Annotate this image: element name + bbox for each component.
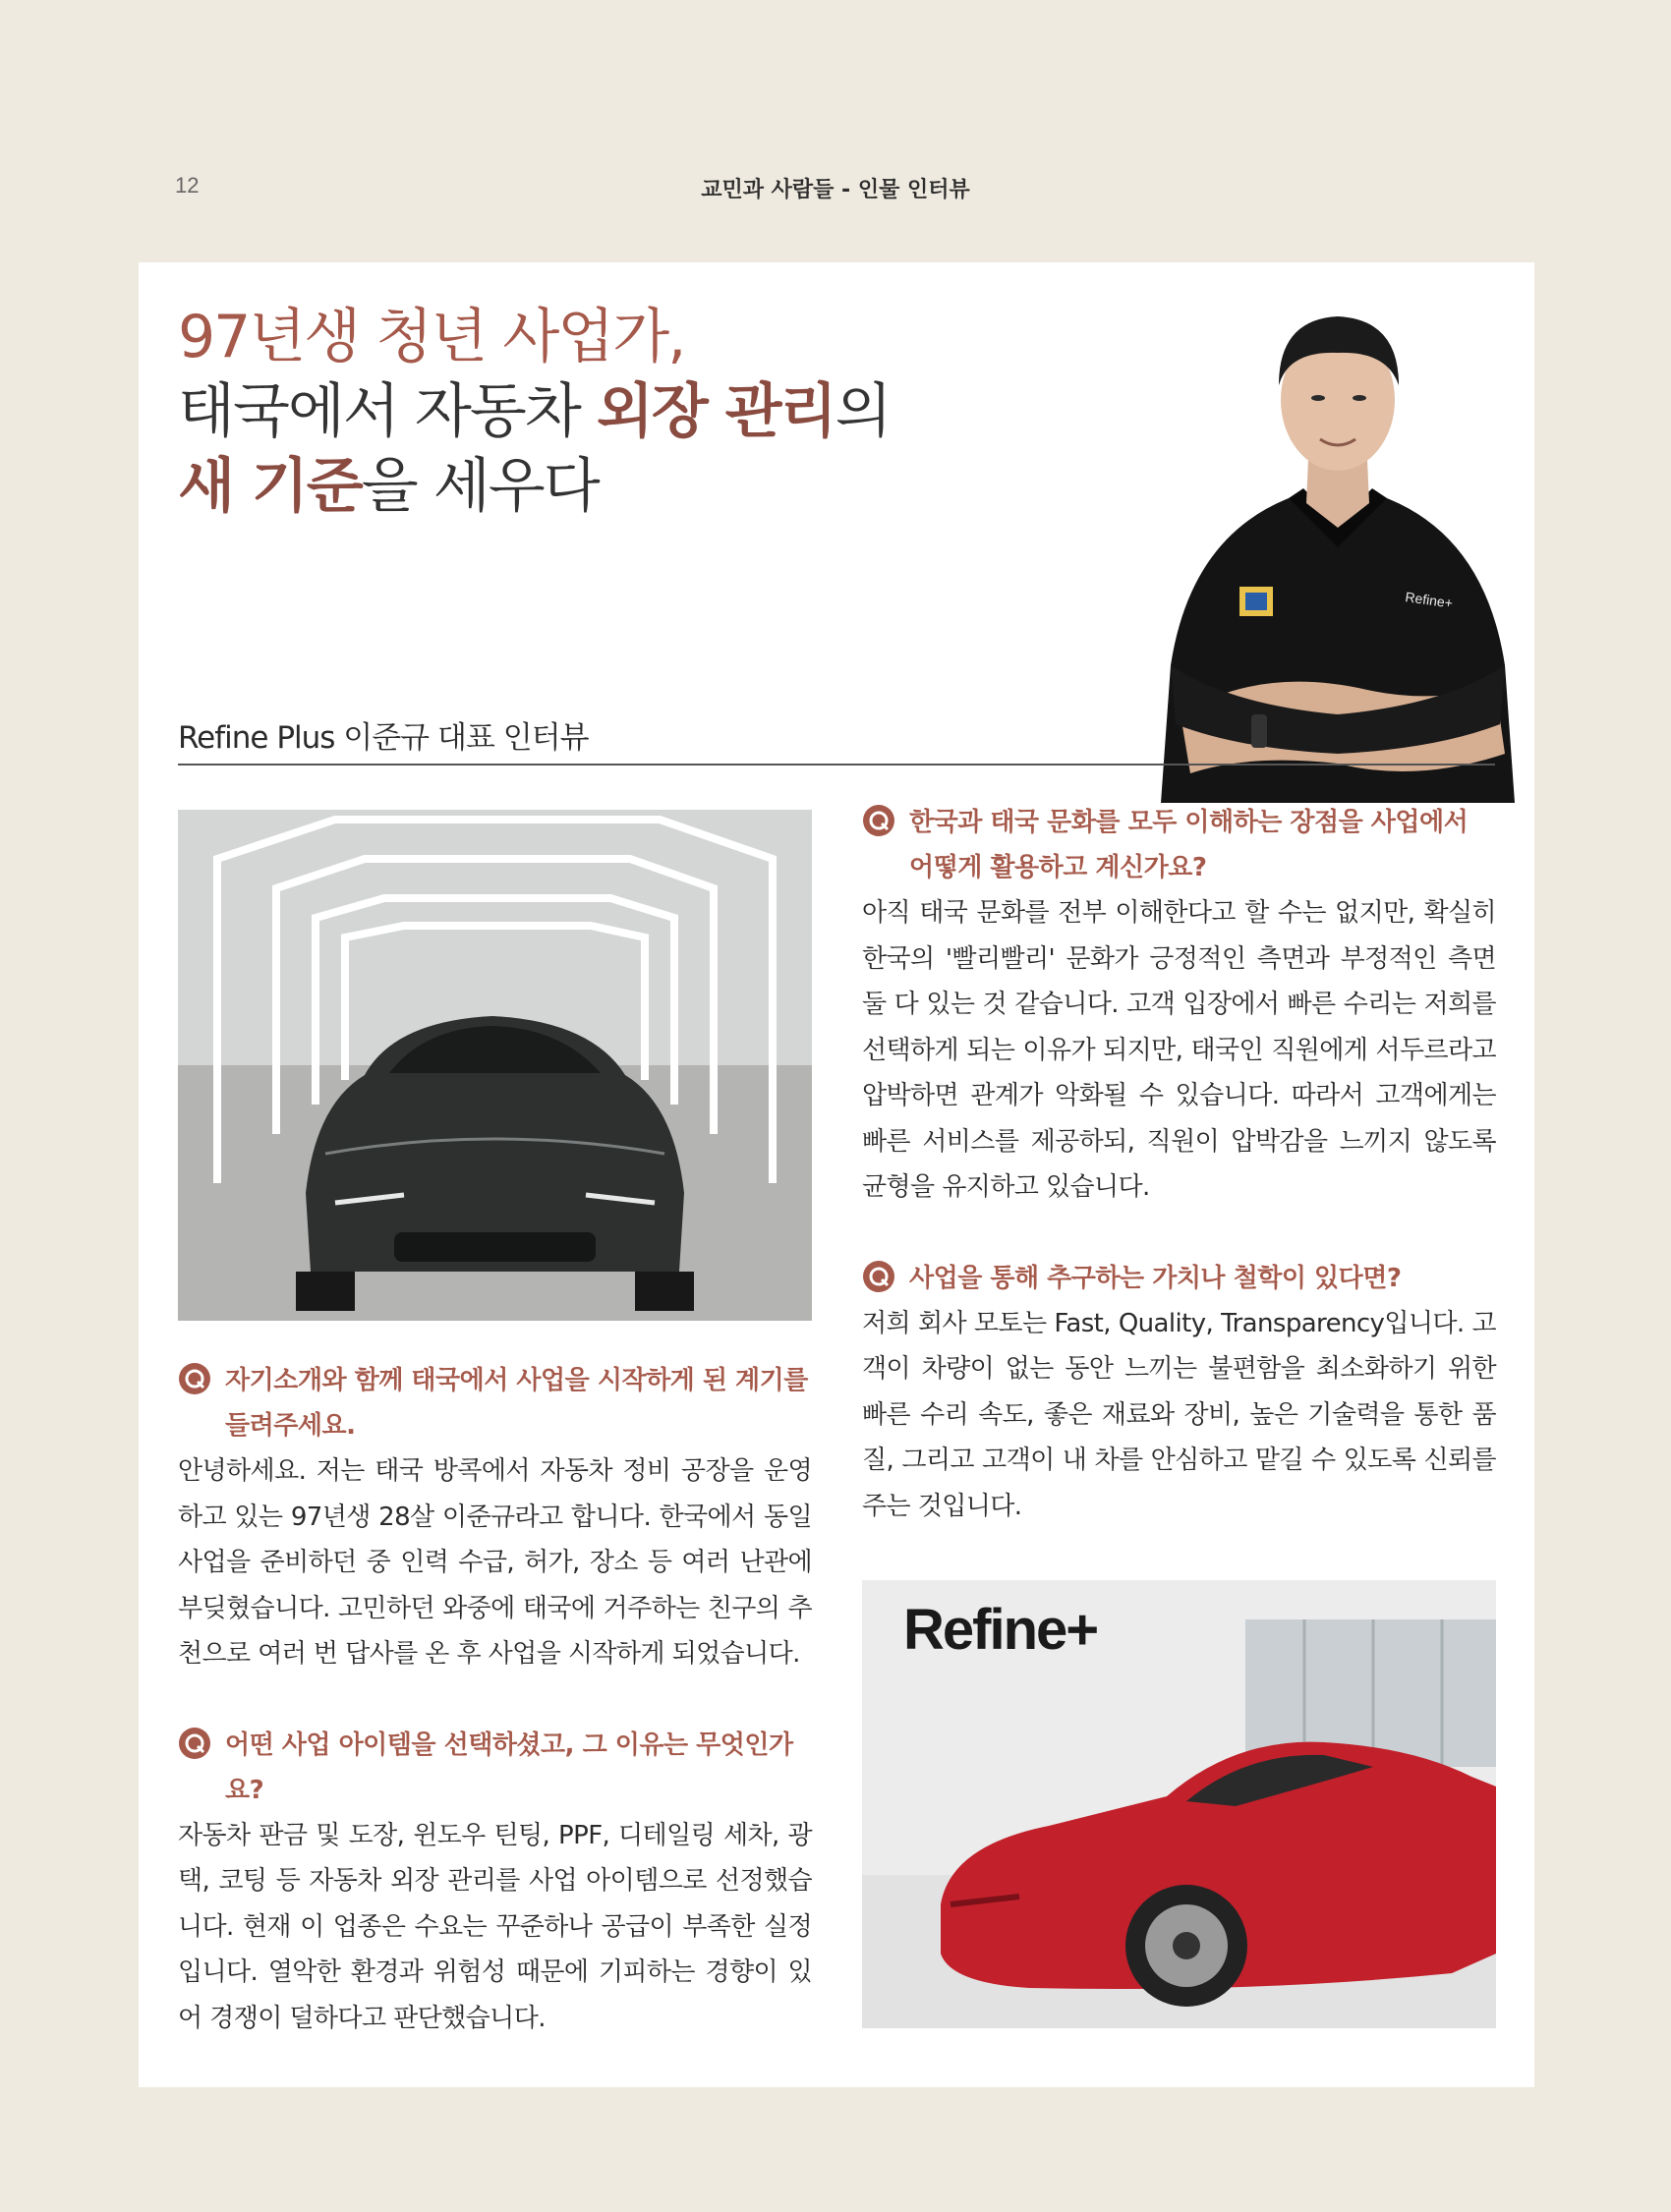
headline-emphasis: 새 기준	[178, 452, 362, 521]
answer-text: 아직 태국 문화를 전부 이해한다고 할 수는 없지만, 확실히 한국의 '빨리빨리' 문화가 긍정적인 측면과 부정적인 측면 둘 다 있는 것 같습니다. 고객 입장에서 빠른 수리는 저희를 선택하게 되는 이유가 되지만, 태국인 직원에게 서두르라고 압박하면 관계가 악화될 수 있습니다. 따라서 고객에게는 빠른 서비스를 제공하되, 직원이 압박감을 느끼지 않도록 균형을 유지하고 있습니다.	[862, 898, 1496, 1202]
answer-text: 안녕하세요. 저는 태국 방콕에서 자동차 정비 공장을 운영하고 있는 97년생 28살 이준규라고 합니다. 한국에서 동일 사업을 준비하던 중 인력 수급, 허가, 장소 등 여러 난관에 부딪혔습니다. 고민하던 와중에 태국에 거주하는 친구의 추천으로 여러 번 답사를 온 후 사업을 시작하게 되었습니다.	[178, 1456, 812, 1669]
q-badge-icon	[178, 1362, 211, 1395]
headline-text: 을 세우다	[361, 452, 599, 521]
headline-emphasis: 외장 관리	[596, 377, 836, 446]
question-text: 어떤 사업 아이템을 선택하셨고, 그 이유는 무엇인가요?	[225, 1730, 793, 1805]
question-row	[178, 1358, 812, 1448]
left-column	[178, 810, 812, 2041]
headline	[178, 300, 891, 524]
subtitle-divider	[178, 764, 1495, 766]
red-car-shop-photo	[862, 1580, 1496, 2028]
car-showroom-photo	[178, 810, 812, 1321]
shirt-logo-text: Refine+	[1404, 589, 1454, 611]
question-text: 사업을 통해 추구하는 가치나 철학이 있다면?	[909, 1263, 1402, 1293]
headline-line-1: 97년생 청년 사업가,	[178, 303, 685, 371]
headline-line-3	[178, 449, 891, 524]
q-badge-icon	[862, 804, 895, 837]
page-number: 12	[175, 173, 200, 198]
article-card	[139, 262, 1534, 2087]
right-column	[862, 800, 1496, 2028]
answer-text: 저희 회사 모토는 Fast, Quality, Transparency입니다. 고객이 차량이 없는 동안 느끼는 불편함을 최소화하기 위한 빠른 수리 속도, 좋은 재료와 장비, 높은 기술력을 통한 품질, 그리고 고객이 내 차를 안심하고 맡길 수 있도록 신뢰를 주는 것입니다.	[862, 1308, 1496, 1521]
answer-text: 자동차 판금 및 도장, 윈도우 틴팅, PPF, 디테일링 세차, 광택, 코팅 등 자동차 외장 관리를 사업 아이템으로 선정했습니다. 현재 이 업종은 수요는 꾸준하나 공급이 부족한 실정입니다. 열악한 환경과 위험성 때문에 기피하는 경향이 있어 경쟁이 덜하다고 판단했습니다.	[178, 1820, 812, 2033]
question-row	[178, 1723, 812, 1813]
qa-block-1	[178, 1358, 812, 1677]
shop-sign-text: Refine+	[903, 1598, 1098, 1662]
running-head: 교민과 사람들 - 인물 인터뷰	[701, 178, 970, 202]
subtitle: Refine Plus 이준규 대표 인터뷰	[178, 720, 589, 756]
headline-line-2	[178, 374, 891, 449]
question-row	[862, 800, 1496, 890]
question-text: 한국과 태국 문화를 모두 이해하는 장점을 사업에서 어떻게 활용하고 계신가요?	[909, 808, 1469, 882]
qa-block-3	[862, 800, 1496, 1211]
headline-text: 태국에서 자동차	[178, 377, 597, 446]
portrait-photo	[1141, 292, 1534, 803]
question-text: 자기소개와 함께 태국에서 사업을 시작하게 된 계기를 들려주세요.	[225, 1366, 808, 1441]
question-row	[862, 1256, 1496, 1301]
q-badge-icon	[862, 1260, 895, 1293]
qa-block-2	[178, 1723, 812, 2042]
headline-text: 의	[835, 377, 891, 446]
qa-block-4	[862, 1256, 1496, 1530]
q-badge-icon	[178, 1727, 211, 1760]
